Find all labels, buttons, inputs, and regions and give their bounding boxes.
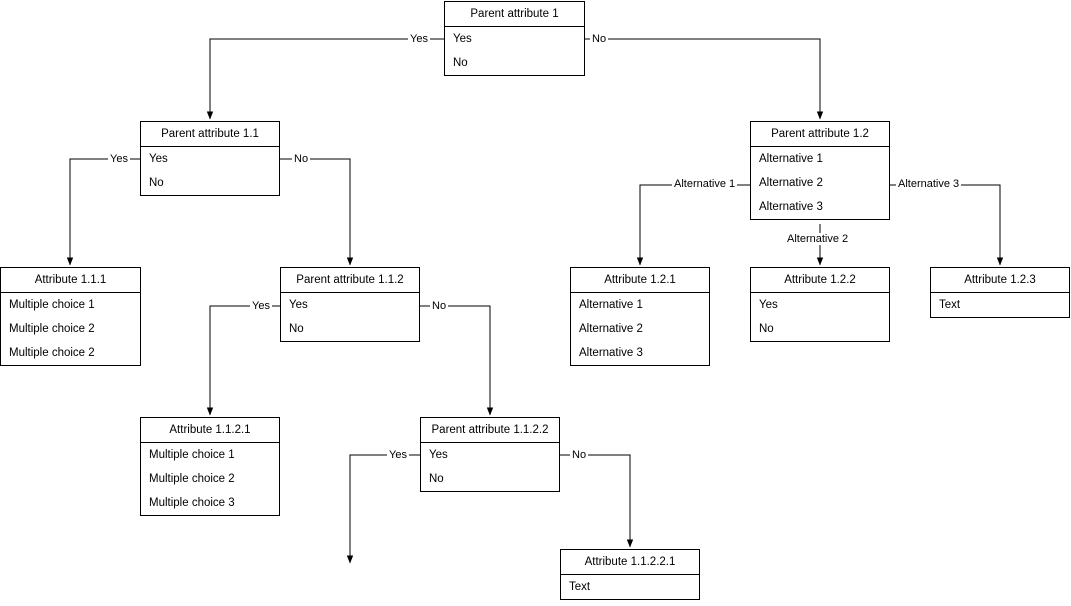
node-parent-attribute-1-1-2-2[interactable] <box>420 417 560 492</box>
node-title: Attribute 1.2.1 <box>571 268 709 293</box>
node-option[interactable]: Multiple choice 3 <box>149 497 235 509</box>
edge-label: Yes <box>410 33 428 45</box>
edge-label: No <box>432 300 447 312</box>
node-attribute-1-1-2-2-1[interactable] <box>560 549 700 600</box>
node-option[interactable]: Text <box>569 581 591 593</box>
node-option[interactable]: Text <box>939 299 961 311</box>
node-parent-attribute-1-1[interactable] <box>140 121 280 196</box>
node-option[interactable]: Multiple choice 2 <box>9 347 95 359</box>
node-option[interactable]: No <box>429 473 444 485</box>
node-option[interactable]: Alternative 1 <box>579 299 643 311</box>
node-parent-attribute-1-1-2[interactable] <box>280 267 420 342</box>
node-attribute-1-2-1[interactable] <box>570 267 710 366</box>
edge-label: Yes <box>252 300 270 312</box>
node-option[interactable]: Multiple choice 2 <box>9 323 95 335</box>
node-option[interactable]: No <box>759 323 774 335</box>
node-option[interactable]: No <box>149 177 164 189</box>
node-attribute-1-1-1[interactable] <box>0 267 141 366</box>
node-title: Attribute 1.1.1 <box>1 268 140 293</box>
node-option[interactable]: Multiple choice 1 <box>149 449 235 461</box>
node-title: Attribute 1.2.3 <box>931 268 1069 293</box>
node-parent-attribute-1-2[interactable] <box>750 121 890 220</box>
edge-label: Alternative 1 <box>674 178 736 190</box>
node-option[interactable]: Yes <box>429 449 448 461</box>
node-parent-attribute-1[interactable] <box>444 1 585 76</box>
node-title: Attribute 1.2.2 <box>751 268 889 293</box>
node-attribute-1-2-3[interactable] <box>930 267 1070 318</box>
node-option[interactable]: Yes <box>759 299 778 311</box>
node-title: Parent attribute 1.1 <box>141 122 279 147</box>
edge-label: No <box>572 449 587 461</box>
node-option[interactable]: Alternative 3 <box>579 347 643 359</box>
edge-label: Alternative 3 <box>898 178 960 190</box>
node-option[interactable]: Yes <box>289 299 308 311</box>
node-attribute-1-1-2-1[interactable] <box>140 417 280 516</box>
node-option[interactable]: Multiple choice 2 <box>149 473 235 485</box>
node-title: Parent attribute 1.1.2 <box>281 268 419 293</box>
node-title: Attribute 1.1.2.1 <box>141 418 279 443</box>
node-title: Parent attribute 1.1.2.2 <box>421 418 559 443</box>
edge-label: Yes <box>389 449 407 461</box>
edge-label: Alternative 2 <box>787 233 849 245</box>
node-title: Parent attribute 1.2 <box>751 122 889 147</box>
node-option[interactable]: No <box>453 57 468 69</box>
edge-label: Yes <box>110 153 128 165</box>
node-option[interactable]: Yes <box>453 33 472 45</box>
node-attribute-1-2-2[interactable] <box>750 267 890 342</box>
node-option[interactable]: No <box>289 323 304 335</box>
node-title: Parent attribute 1 <box>445 2 584 27</box>
node-title: Attribute 1.1.2.2.1 <box>561 550 699 575</box>
node-option[interactable]: Alternative 2 <box>759 177 823 189</box>
node-option[interactable]: Alternative 2 <box>579 323 643 335</box>
node-option[interactable]: Alternative 1 <box>759 153 823 165</box>
edge-label: No <box>294 153 309 165</box>
node-option[interactable]: Yes <box>149 153 168 165</box>
node-option[interactable]: Alternative 3 <box>759 201 823 213</box>
node-option[interactable]: Multiple choice 1 <box>9 299 95 311</box>
edge-label: No <box>592 33 607 45</box>
